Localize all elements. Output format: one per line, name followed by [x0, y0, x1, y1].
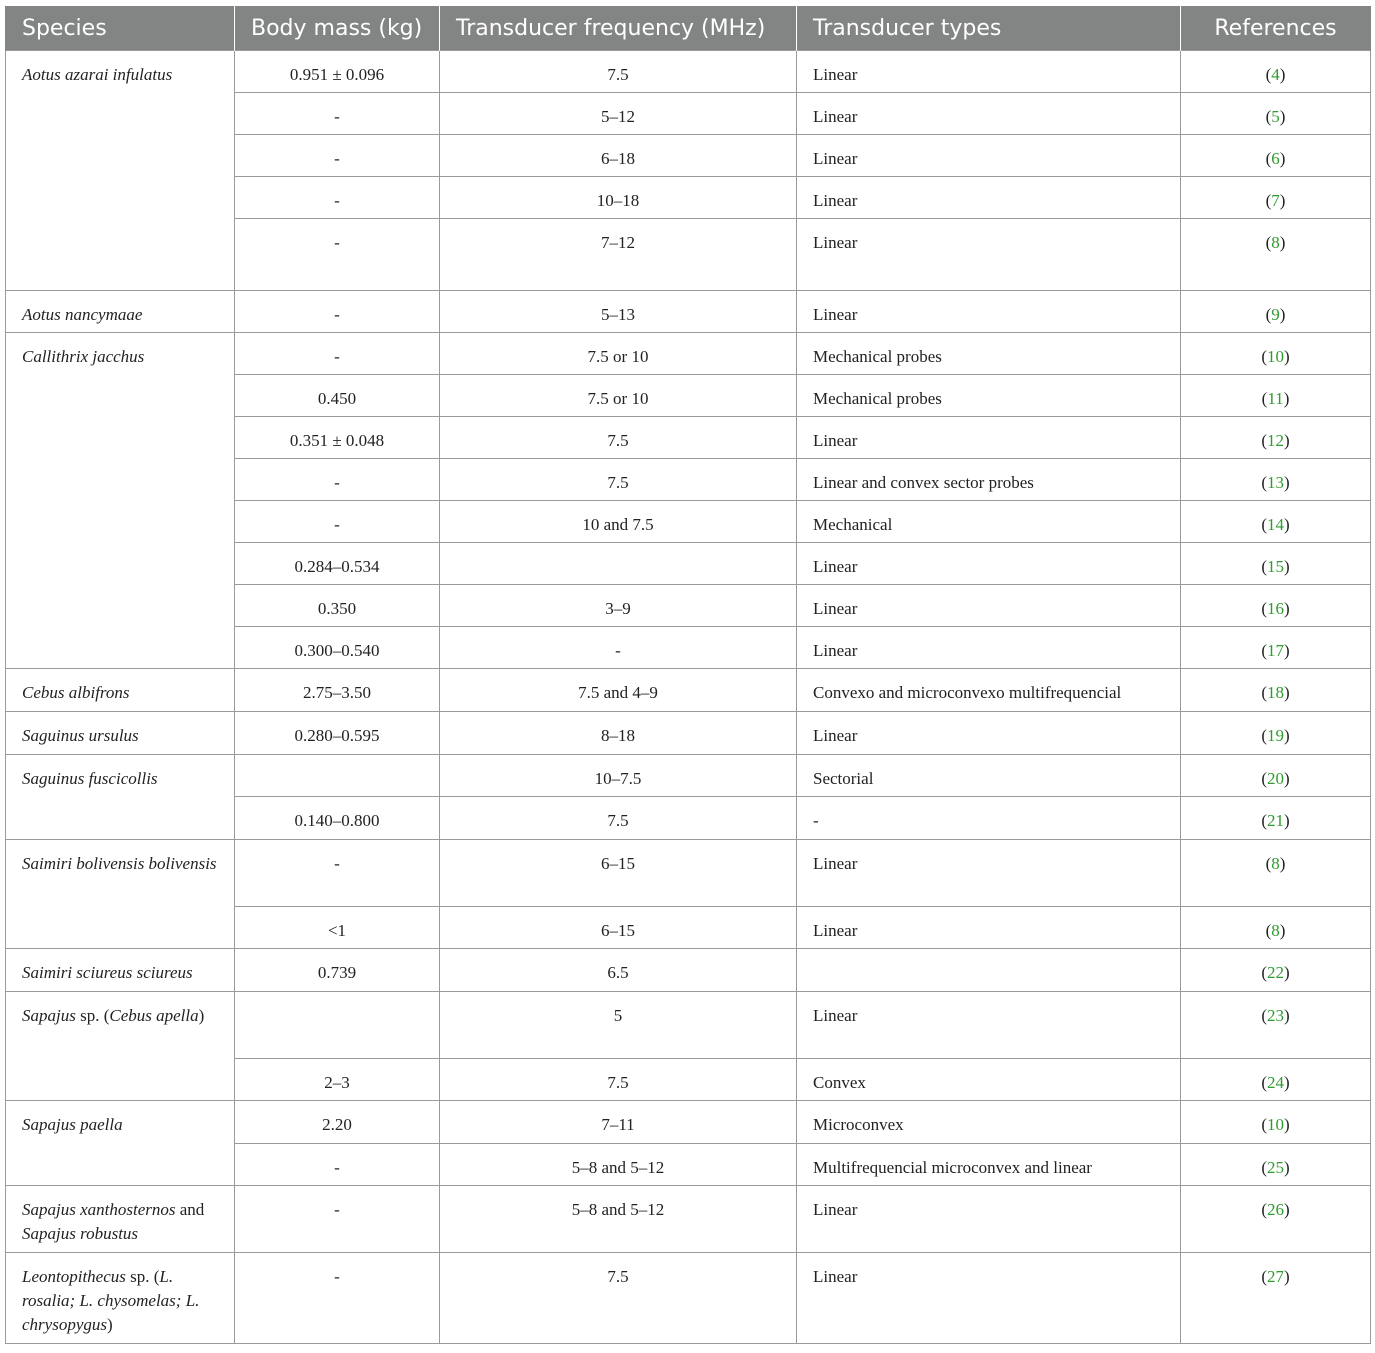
reference-link[interactable]: 27 [1267, 1267, 1284, 1286]
transducer-type-cell: Mechanical [797, 501, 1181, 543]
reference-cell: (22) [1181, 949, 1371, 992]
body-mass-cell: 0.739 [235, 949, 440, 992]
reference-link[interactable]: 6 [1271, 149, 1280, 168]
species-name-part: Callithrix jacchus [22, 347, 145, 366]
body-mass-cell: - [235, 93, 440, 135]
reference-cell: (9) [1181, 291, 1371, 333]
reference-link[interactable]: 20 [1267, 769, 1284, 788]
transducer-type-cell: Linear [797, 177, 1181, 219]
reference-cell: (21) [1181, 797, 1371, 840]
reference-link[interactable]: 24 [1267, 1073, 1284, 1092]
species-name-part: Cebus apella [109, 1006, 199, 1025]
species-name-part: ) [198, 1006, 205, 1025]
body-mass-cell: - [235, 1186, 440, 1253]
reference-cell: (14) [1181, 501, 1371, 543]
reference-cell: (16) [1181, 585, 1371, 627]
frequency-cell: 6–18 [440, 135, 797, 177]
table-row [6, 712, 1371, 755]
species-name-part: Saimiri sciureus sciureus [22, 963, 193, 982]
species-cell [6, 712, 235, 755]
transducer-type-cell: Linear [797, 1186, 1181, 1253]
reference-cell: (20) [1181, 755, 1371, 797]
frequency-cell: 5–12 [440, 93, 797, 135]
species-name-part: Aotus azarai infulatus [22, 65, 173, 84]
species-cell [6, 1186, 235, 1253]
species-cell [6, 1253, 235, 1344]
body-mass-cell: - [235, 333, 440, 375]
reference-link[interactable]: 16 [1267, 599, 1284, 618]
body-mass-cell: - [235, 1144, 440, 1186]
reference-cell: (10) [1181, 333, 1371, 375]
frequency-cell: 7–12 [440, 219, 797, 291]
header-references: References [1181, 6, 1371, 51]
header-body-mass: Body mass (kg) [235, 6, 440, 51]
reference-link[interactable]: 8 [1271, 921, 1280, 940]
body-mass-cell [235, 992, 440, 1059]
table-row [6, 755, 1371, 797]
reference-cell: (27) [1181, 1253, 1371, 1344]
body-mass-cell: 0.140–0.800 [235, 797, 440, 840]
transducer-type-cell: Linear [797, 51, 1181, 93]
body-mass-cell: - [235, 291, 440, 333]
table-row [6, 1253, 1371, 1344]
reference-link[interactable]: 10 [1267, 1115, 1284, 1134]
table-header [6, 6, 1371, 51]
transducer-type-cell: Linear [797, 840, 1181, 907]
transducer-type-cell: Sectorial [797, 755, 1181, 797]
body-mass-cell: 0.351 ± 0.048 [235, 417, 440, 459]
table-row [6, 1101, 1371, 1144]
reference-cell: (4) [1181, 51, 1371, 93]
transducer-type-cell: Microconvex [797, 1101, 1181, 1144]
body-mass-cell: - [235, 1253, 440, 1344]
transducer-type-cell: Mechanical probes [797, 375, 1181, 417]
frequency-cell: 8–18 [440, 712, 797, 755]
species-name-part: Saimiri bolivensis bolivensis [22, 854, 217, 873]
species-cell [6, 669, 235, 712]
body-mass-cell: 2.20 [235, 1101, 440, 1144]
reference-link[interactable]: 11 [1267, 389, 1284, 408]
reference-cell: (18) [1181, 669, 1371, 712]
frequency-cell [440, 543, 797, 585]
transducer-type-cell [797, 949, 1181, 992]
transducer-type-cell: Convexo and microconvexo multifrequencial [797, 669, 1181, 712]
frequency-cell: 7.5 or 10 [440, 333, 797, 375]
body-mass-cell: - [235, 219, 440, 291]
body-mass-cell: 2.75–3.50 [235, 669, 440, 712]
header-transducer-types: Transducer types [797, 6, 1181, 51]
frequency-cell: 7.5 [440, 51, 797, 93]
reference-link[interactable]: 13 [1267, 473, 1284, 492]
frequency-cell: 6–15 [440, 840, 797, 907]
frequency-cell: 7–11 [440, 1101, 797, 1144]
transducer-type-cell: Linear [797, 585, 1181, 627]
reference-link[interactable]: 22 [1267, 963, 1284, 982]
species-cell [6, 840, 235, 949]
body-mass-cell: 0.350 [235, 585, 440, 627]
species-name-part: sp. ( [75, 1006, 110, 1025]
transducer-type-cell: Linear [797, 712, 1181, 755]
header-species: Species [6, 6, 235, 51]
header-transducer-frequency: Transducer frequency (MHz) [440, 6, 797, 51]
species-name-part: and [175, 1200, 205, 1219]
frequency-cell: 10–7.5 [440, 755, 797, 797]
table-row [6, 949, 1371, 992]
data-table [5, 6, 1371, 1344]
reference-cell: (25) [1181, 1144, 1371, 1186]
reference-link[interactable]: 19 [1267, 726, 1284, 745]
reference-link[interactable]: 15 [1267, 557, 1284, 576]
reference-cell: (13) [1181, 459, 1371, 501]
species-name-part: sp. ( [125, 1267, 160, 1286]
table-row [6, 840, 1371, 907]
frequency-cell: 6.5 [440, 949, 797, 992]
reference-cell: (8) [1181, 219, 1371, 291]
table-body [6, 51, 1371, 1344]
frequency-cell: 7.5 and 4–9 [440, 669, 797, 712]
frequency-cell: 7.5 [440, 1253, 797, 1344]
reference-cell: (19) [1181, 712, 1371, 755]
reference-link[interactable]: 17 [1267, 641, 1284, 660]
reference-link[interactable]: 10 [1267, 347, 1284, 366]
body-mass-cell: - [235, 177, 440, 219]
transducer-type-cell: Linear [797, 907, 1181, 949]
body-mass-cell: - [235, 135, 440, 177]
reference-cell: (5) [1181, 93, 1371, 135]
body-mass-cell: 0.300–0.540 [235, 627, 440, 669]
frequency-cell: 7.5 [440, 459, 797, 501]
species-cell [6, 1101, 235, 1186]
transducer-type-cell: Linear [797, 291, 1181, 333]
reference-cell: (8) [1181, 907, 1371, 949]
species-cell [6, 949, 235, 992]
reference-cell: (23) [1181, 992, 1371, 1059]
body-mass-cell: - [235, 459, 440, 501]
reference-link[interactable]: 21 [1267, 811, 1284, 830]
table-row [6, 669, 1371, 712]
species-cell [6, 333, 235, 669]
species-name-part: ) [106, 1315, 113, 1334]
table-row [6, 992, 1371, 1059]
frequency-cell: 7.5 [440, 417, 797, 459]
reference-link[interactable]: 14 [1267, 515, 1284, 534]
reference-link[interactable]: 9 [1271, 305, 1280, 324]
frequency-cell: - [440, 627, 797, 669]
table-row [6, 1186, 1371, 1253]
body-mass-cell: 0.284–0.534 [235, 543, 440, 585]
reference-cell: (26) [1181, 1186, 1371, 1253]
frequency-cell: 5–8 and 5–12 [440, 1144, 797, 1186]
frequency-cell: 6–15 [440, 907, 797, 949]
table-row [6, 291, 1371, 333]
species-cell [6, 291, 235, 333]
body-mass-cell: 2–3 [235, 1059, 440, 1101]
reference-cell: (11) [1181, 375, 1371, 417]
reference-link[interactable]: 7 [1271, 191, 1280, 210]
reference-cell: (24) [1181, 1059, 1371, 1101]
transducer-type-cell: Linear [797, 219, 1181, 291]
transducer-type-cell: Linear [797, 543, 1181, 585]
frequency-cell: 10–18 [440, 177, 797, 219]
reference-cell: (7) [1181, 177, 1371, 219]
reference-cell: (10) [1181, 1101, 1371, 1144]
body-mass-cell: - [235, 840, 440, 907]
species-name-part: Saguinus ursulus [22, 726, 139, 745]
reference-link[interactable]: 4 [1271, 65, 1280, 84]
species-cell [6, 755, 235, 840]
frequency-cell: 10 and 7.5 [440, 501, 797, 543]
reference-link[interactable]: 26 [1267, 1200, 1284, 1219]
transducer-type-cell: Linear and convex sector probes [797, 459, 1181, 501]
reference-cell: (12) [1181, 417, 1371, 459]
species-name-part: Saguinus fuscicollis [22, 769, 158, 788]
reference-link[interactable]: 5 [1271, 107, 1280, 126]
reference-link[interactable]: 18 [1267, 683, 1284, 702]
species-name-part: Aotus nancymaae [22, 305, 143, 324]
transducer-type-cell: Linear [797, 417, 1181, 459]
species-name-part: Sapajus xanthosternos [22, 1200, 176, 1219]
body-mass-cell: 0.951 ± 0.096 [235, 51, 440, 93]
body-mass-cell: - [235, 501, 440, 543]
transducer-type-cell: Linear [797, 627, 1181, 669]
species-name-part: Cebus albifrons [22, 683, 130, 702]
frequency-cell: 5–8 and 5–12 [440, 1186, 797, 1253]
species-cell [6, 992, 235, 1101]
species-name-part: L. rosalia; L. chysomelas; L. chrysopygus [22, 1267, 200, 1334]
frequency-cell: 7.5 [440, 797, 797, 840]
body-mass-cell: <1 [235, 907, 440, 949]
species-name-part: Sapajus [22, 1006, 76, 1025]
species-name-part: Sapajus paella [22, 1115, 123, 1134]
reference-cell: (8) [1181, 840, 1371, 907]
transducer-type-cell: Linear [797, 992, 1181, 1059]
reference-link[interactable]: 12 [1267, 431, 1284, 450]
reference-link[interactable]: 25 [1267, 1158, 1284, 1177]
transducer-type-cell: - [797, 797, 1181, 840]
reference-cell: (15) [1181, 543, 1371, 585]
transducer-type-cell: Mechanical probes [797, 333, 1181, 375]
transducer-type-cell: Multifrequencial microconvex and linear [797, 1144, 1181, 1186]
species-name-part: Sapajus robustus [22, 1224, 139, 1243]
reference-cell: (6) [1181, 135, 1371, 177]
reference-link[interactable]: 8 [1271, 854, 1280, 873]
frequency-cell: 7.5 or 10 [440, 375, 797, 417]
body-mass-cell: 0.450 [235, 375, 440, 417]
table-row [6, 333, 1371, 375]
transducer-type-cell: Linear [797, 93, 1181, 135]
header-row [6, 6, 1371, 51]
transducer-type-cell: Convex [797, 1059, 1181, 1101]
transducer-type-cell: Linear [797, 1253, 1181, 1344]
transducer-type-cell: Linear [797, 135, 1181, 177]
body-mass-cell: 0.280–0.595 [235, 712, 440, 755]
frequency-cell: 7.5 [440, 1059, 797, 1101]
frequency-cell: 3–9 [440, 585, 797, 627]
reference-cell: (17) [1181, 627, 1371, 669]
body-mass-cell [235, 755, 440, 797]
frequency-cell: 5 [440, 992, 797, 1059]
species-name-part: Leontopithecus [22, 1267, 126, 1286]
frequency-cell: 5–13 [440, 291, 797, 333]
reference-link[interactable]: 8 [1271, 233, 1280, 252]
species-cell [6, 51, 235, 291]
table-row [6, 51, 1371, 93]
reference-link[interactable]: 23 [1267, 1006, 1284, 1025]
